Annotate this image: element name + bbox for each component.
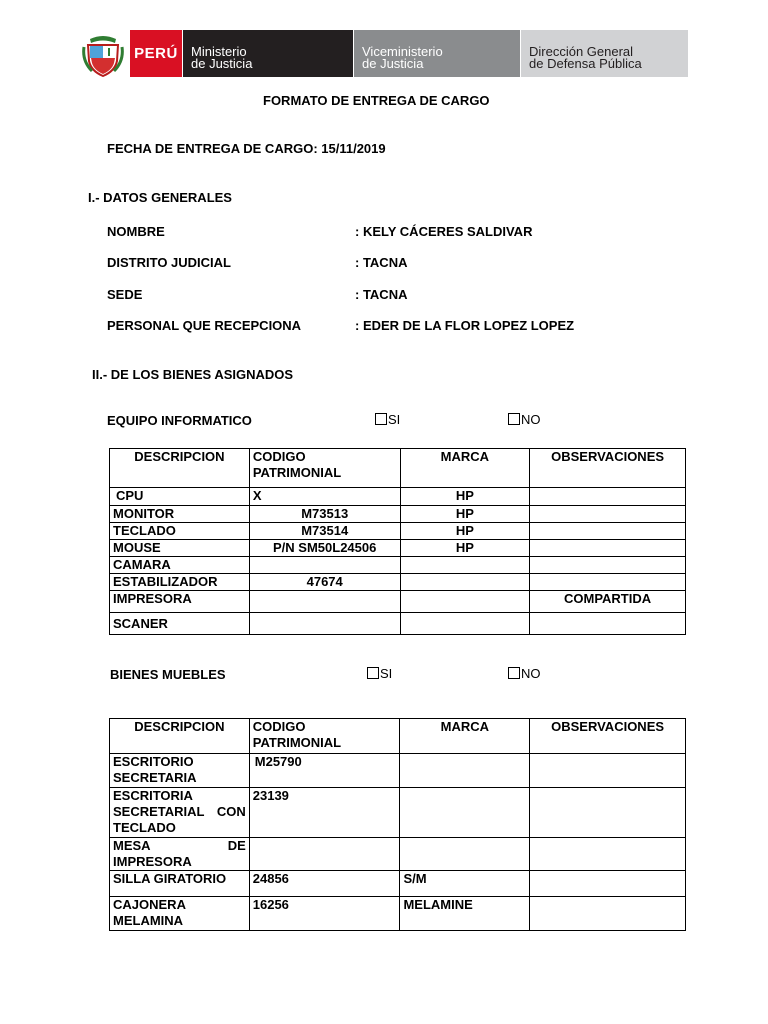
- cell-codigo: 47674: [249, 574, 400, 591]
- table-header-row: [110, 719, 686, 754]
- ministerio-block: [183, 30, 353, 77]
- cell-obs: [530, 613, 686, 635]
- cell-desc: CAMARA: [110, 557, 250, 574]
- ministerio-line-1: Ministerio: [191, 44, 247, 59]
- field-label-personal: PERSONAL QUE RECEPCIONA: [107, 318, 302, 333]
- cell-obs: [530, 506, 686, 523]
- cell-obs: [530, 897, 686, 931]
- cell-codigo: [249, 557, 400, 574]
- header-codigo: [249, 719, 400, 754]
- cell-obs: [530, 838, 686, 871]
- cell-obs: [530, 871, 686, 897]
- header-codigo-line-1: CODIGO: [252, 449, 306, 464]
- checkbox-box-icon: [508, 413, 520, 425]
- table-row: [110, 897, 686, 931]
- si-label: SI: [388, 412, 401, 427]
- desc-line-1: ESCRITORIO: [113, 754, 194, 769]
- cell-codigo: M25790: [249, 754, 400, 788]
- cell-desc: MOUSE: [110, 540, 250, 557]
- cell-desc: IMPRESORA: [110, 591, 250, 613]
- header-observaciones: OBSERVACIONES: [530, 719, 686, 754]
- cell-marca: [400, 591, 530, 613]
- desc-line-3: TECLADO: [113, 820, 176, 835]
- peru-label: PERÚ: [134, 45, 178, 62]
- cell-marca: [400, 838, 530, 871]
- field-label-sede: SEDE: [107, 287, 143, 302]
- table-row: [110, 591, 686, 613]
- desc-line-2: IMPRESORA: [113, 854, 192, 869]
- cell-desc: [110, 788, 250, 838]
- checkbox-box-icon: [375, 413, 387, 425]
- cell-obs: [530, 754, 686, 788]
- cell-marca: S/M: [400, 871, 530, 897]
- cell-codigo: X: [249, 488, 400, 506]
- cell-desc: [110, 897, 250, 931]
- cell-desc: TECLADO: [110, 523, 250, 540]
- cell-codigo: 23139: [249, 788, 400, 838]
- cell-desc: SCANER: [110, 613, 250, 635]
- table-header-row: [110, 449, 686, 488]
- muebles-table: [109, 718, 686, 931]
- si-label: SI: [380, 666, 393, 681]
- header-descripcion: DESCRIPCION: [110, 449, 250, 488]
- equipo-informatico-label: EQUIPO INFORMATICO: [107, 413, 252, 428]
- field-value-sede: : TACNA: [355, 287, 408, 302]
- cell-obs: [530, 523, 686, 540]
- table-row: [110, 488, 686, 506]
- cell-marca: [400, 754, 530, 788]
- desc-line-1: CAJONERA: [113, 897, 186, 912]
- direccion-line-1: Dirección General: [529, 44, 634, 59]
- table-row: [110, 613, 686, 635]
- no-label: NO: [521, 666, 541, 681]
- cell-desc: [110, 838, 250, 871]
- cell-obs: [530, 488, 686, 506]
- no-label: NO: [521, 412, 541, 427]
- checkbox-box-icon: [508, 667, 520, 679]
- cell-marca: MELAMINE: [400, 897, 530, 931]
- header-codigo-line-2: PATRIMONIAL: [252, 735, 342, 750]
- cell-obs: [530, 540, 686, 557]
- checkbox-box-icon: [367, 667, 379, 679]
- cell-codigo: [249, 838, 400, 871]
- peru-logo: [130, 30, 182, 77]
- cell-marca: [400, 557, 530, 574]
- cell-codigo: 24856: [249, 871, 400, 897]
- table-row: [110, 574, 686, 591]
- cell-codigo: 16256: [249, 897, 400, 931]
- field-value-distrito: : TACNA: [355, 255, 408, 270]
- cell-desc: MONITOR: [110, 506, 250, 523]
- desc-line-1: ESCRITORIA: [113, 788, 193, 803]
- header-codigo-line-2: PATRIMONIAL: [252, 465, 342, 480]
- cell-marca: [400, 574, 530, 591]
- table-row: [110, 557, 686, 574]
- muebles-no-checkbox[interactable]: [508, 666, 541, 681]
- cell-marca: HP: [400, 523, 530, 540]
- table-row: [110, 838, 686, 871]
- field-label-nombre: NOMBRE: [107, 224, 165, 239]
- cell-desc: SILLA GIRATORIO: [110, 871, 250, 897]
- cell-marca: [400, 788, 530, 838]
- field-value-nombre: : KELY CÁCERES SALDIVAR: [355, 224, 533, 239]
- field-label-distrito: DISTRITO JUDICIAL: [107, 255, 231, 270]
- header-observaciones: OBSERVACIONES: [530, 449, 686, 488]
- viceministerio-line-2: de Justicia: [362, 56, 424, 71]
- viceministerio-line-1: Viceministerio: [362, 44, 443, 59]
- direccion-block: [521, 30, 688, 77]
- section-bienes-asignados: II.- DE LOS BIENES ASIGNADOS: [92, 367, 294, 382]
- section-datos-generales: I.- DATOS GENERALES: [88, 190, 232, 205]
- cell-codigo: M73514: [249, 523, 400, 540]
- muebles-si-checkbox[interactable]: [367, 666, 392, 681]
- desc-line-2: SECRETARIAL CON: [113, 804, 246, 819]
- desc-line-2: MELAMINA: [113, 913, 184, 928]
- table-row: [110, 754, 686, 788]
- cell-desc: ESTABILIZADOR: [110, 574, 250, 591]
- table-row: [110, 523, 686, 540]
- header-marca: MARCA: [400, 719, 530, 754]
- equipo-no-checkbox[interactable]: [508, 412, 541, 427]
- cell-marca: HP: [400, 488, 530, 506]
- table-row: [110, 540, 686, 557]
- bienes-muebles-label: BIENES MUEBLES: [110, 667, 226, 682]
- cell-codigo: [249, 591, 400, 613]
- cell-marca: [400, 613, 530, 635]
- document-title: FORMATO DE ENTREGA DE CARGO: [263, 93, 490, 108]
- equipo-table: [109, 448, 686, 635]
- header-codigo-line-1: CODIGO: [252, 719, 306, 734]
- header-marca: MARCA: [400, 449, 530, 488]
- table-row: [110, 871, 686, 897]
- desc-line-2: SECRETARIA: [113, 770, 197, 785]
- cell-obs: COMPARTIDA: [530, 591, 686, 613]
- viceministerio-block: [354, 30, 520, 77]
- cell-desc: [110, 754, 250, 788]
- header-descripcion: DESCRIPCION: [110, 719, 250, 754]
- cell-codigo: [249, 613, 400, 635]
- fecha-entrega: FECHA DE ENTREGA DE CARGO: 15/11/2019: [107, 141, 386, 156]
- cell-codigo: P/N SM50L24506: [249, 540, 400, 557]
- cell-obs: [530, 574, 686, 591]
- peru-coat-of-arms-icon: [82, 33, 124, 77]
- field-value-personal: : EDER DE LA FLOR LOPEZ LOPEZ: [355, 318, 575, 333]
- equipo-si-checkbox[interactable]: [375, 412, 400, 427]
- ministerio-line-2: de Justicia: [191, 56, 253, 71]
- cell-desc: CPU: [110, 488, 250, 506]
- cell-obs: [530, 788, 686, 838]
- desc-line-1: MESA DE: [113, 838, 246, 853]
- cell-marca: HP: [400, 540, 530, 557]
- direccion-line-2: de Defensa Pública: [529, 56, 642, 71]
- cell-obs: [530, 557, 686, 574]
- table-row: [110, 506, 686, 523]
- header-codigo: [249, 449, 400, 488]
- table-row: [110, 788, 686, 838]
- cell-codigo: M73513: [249, 506, 400, 523]
- cell-marca: HP: [400, 506, 530, 523]
